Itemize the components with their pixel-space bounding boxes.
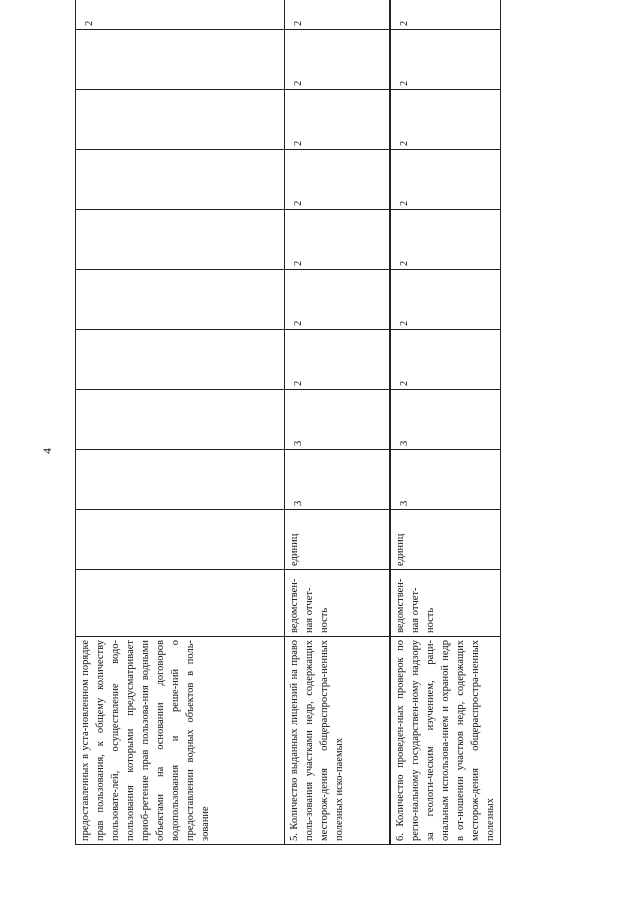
value-cell: 2: [390, 270, 501, 330]
source-cell: ведомствен-ная отчет-ность: [285, 570, 391, 637]
value-cell: 2: [390, 0, 501, 30]
rotated-table-viewport: [75, 20, 496, 845]
indicator-name-cell: 6. Количество проведен-ных проверок по регио-нальному государствен-ному надзору за геологи-ческим изучением, раци-ональным использова-нием и охраной недр в от-ношении участков недр, содержащих месторож-дения общераспростра-ненных полезных: [390, 637, 501, 845]
value-cell: [76, 90, 285, 150]
unit-cell: [76, 510, 285, 570]
table-row: [390, 0, 501, 845]
source-cell: [76, 570, 285, 637]
value-cell: 2: [390, 210, 501, 270]
table-row: [76, 0, 285, 845]
value-cell: [76, 330, 285, 390]
value-cell: 2: [285, 330, 391, 390]
value-cell: 3: [285, 390, 391, 450]
value-cell: [76, 30, 285, 90]
value-cell: [76, 150, 285, 210]
value-cell: 2: [285, 90, 391, 150]
indicators-table: [75, 0, 501, 845]
value-cell: 2: [285, 0, 391, 30]
value-cell: 3: [285, 450, 391, 510]
unit-cell: единиц: [285, 510, 391, 570]
value-cell: 2: [390, 30, 501, 90]
indicator-name-cell: предоставленных в уста-новленном порядке прав пользования, к общему количеству пользовате-лей, осуществление водо-пользования которыми предусматривает приоб-ретение прав пользова-ния водными объектами на основании договоров водопользования и реше-ний о предоставлении водных объектов в поль-зование: [76, 637, 285, 845]
value-cell: [76, 210, 285, 270]
indicator-name-cell: 5. Количество выданных лицензий на право поль-зования участками недр, содержащих месторож-дения общераспростра-ненных полезных иско-паемых: [285, 637, 391, 845]
value-cell: 3: [390, 450, 501, 510]
value-cell: [76, 450, 285, 510]
value-cell: 2: [390, 150, 501, 210]
table-row: [285, 0, 391, 845]
value-cell: 2: [285, 150, 391, 210]
value-cell: 2: [285, 270, 391, 330]
value-cell: [76, 390, 285, 450]
value-cell: 2: [390, 90, 501, 150]
value-cell: 2: [76, 0, 285, 30]
value-cell: 2: [390, 330, 501, 390]
source-cell: ведомствен-ная отчет-ность: [390, 570, 501, 637]
page-number: 4: [40, 448, 54, 454]
value-cell: 2: [285, 210, 391, 270]
value-cell: [76, 270, 285, 330]
value-cell: 2: [285, 30, 391, 90]
unit-cell: единиц: [390, 510, 501, 570]
value-cell: 3: [390, 390, 501, 450]
